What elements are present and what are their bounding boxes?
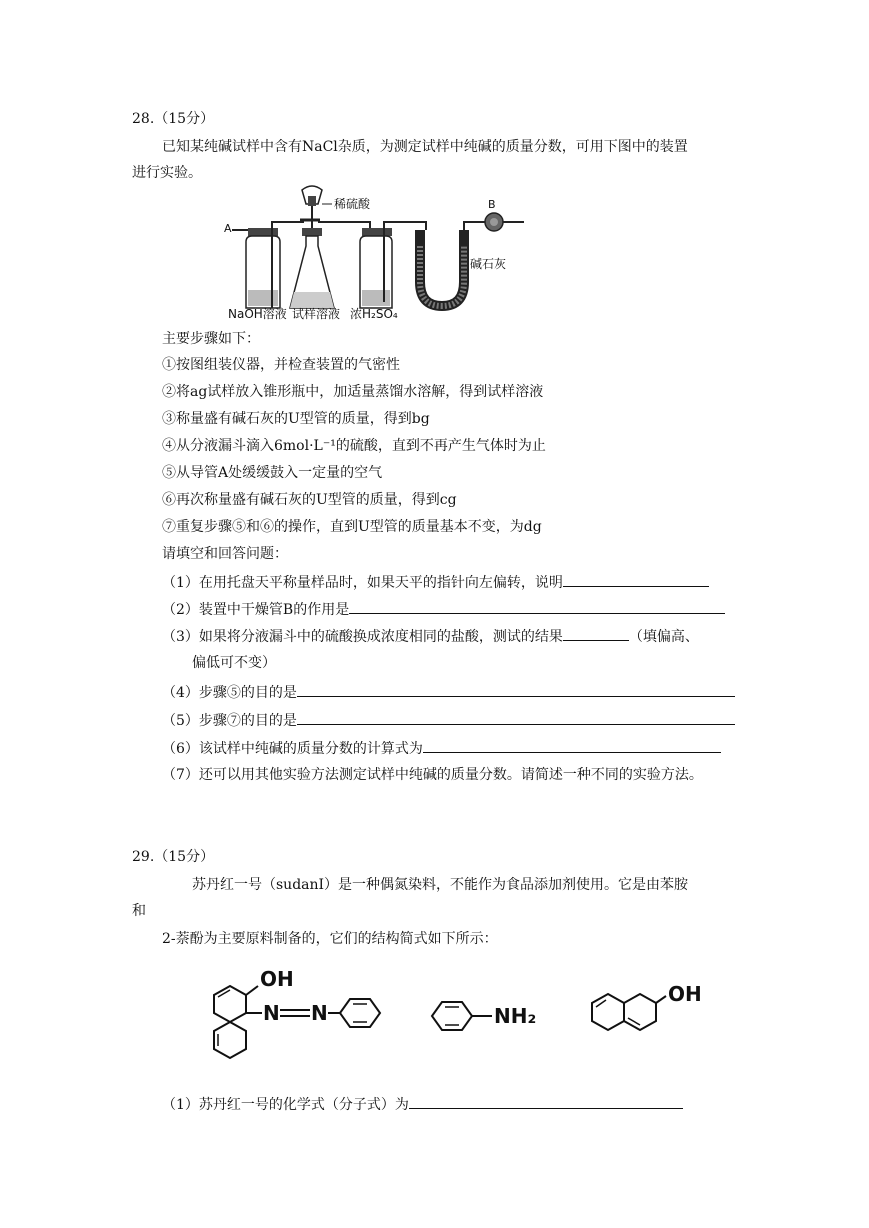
q28-header: 28.（15分） bbox=[132, 111, 215, 127]
question-7: （7）还可以用其他实验方法测定试样中纯碱的质量分数。请简述一种不同的实验方法。 bbox=[162, 767, 703, 783]
step-1: ①按图组装仪器，并检查装置的气密性 bbox=[162, 357, 400, 373]
q28-intro-line1: 已知某纯碱试样中含有NaCl杂质，为测定试样中纯碱的质量分数，可用下图中的装置 bbox=[162, 139, 688, 155]
question-3-text: （3）如果将分液漏斗中的硫酸换成浓度相同的盐酸，测试的结果 bbox=[162, 629, 563, 645]
question-6 bbox=[162, 738, 721, 758]
naphthol-oh-label: OH bbox=[668, 982, 702, 1006]
drying-tube-b bbox=[478, 213, 524, 231]
step-7: ⑦重复步骤⑤和⑥的操作，直到U型管的质量基本不变，为dg bbox=[162, 519, 542, 535]
question-3-hint: （填偏高、 bbox=[628, 629, 699, 645]
aniline-structure bbox=[430, 996, 540, 1036]
answer-blank-2[interactable] bbox=[349, 599, 725, 614]
apparatus-label-b: B bbox=[488, 198, 496, 211]
q29-intro-line3: 2-萘酚为主要原料制备的，它们的结构简式如下所示： bbox=[162, 931, 498, 947]
naphthol-structure bbox=[588, 980, 702, 1040]
step-6: ⑥再次称量盛有碱石灰的U型管的质量，得到cg bbox=[162, 492, 457, 508]
question-4 bbox=[162, 682, 735, 702]
q29-question-1-text: （1）苏丹红一号的化学式（分子式）为 bbox=[162, 1097, 409, 1113]
q29-header: 29.（15分） bbox=[132, 849, 215, 865]
steps-title: 主要步骤如下： bbox=[162, 331, 260, 347]
apparatus-label-bottle3: 浓H₂SO₄ bbox=[350, 307, 398, 321]
question-2-text: （2）装置中干燥管B的作用是 bbox=[162, 602, 350, 618]
q29-intro-line1: 苏丹红一号（sudanⅠ）是一种偶氮染料，不能作为食品添加剂使用。它是由苯胺 bbox=[192, 877, 689, 893]
question-6-text: （6）该试样中纯碱的质量分数的计算式为 bbox=[162, 741, 423, 757]
step-2: ②将ag试样放入锥形瓶中，加适量蒸馏水溶解，得到试样溶液 bbox=[162, 384, 544, 400]
answer-blank-3[interactable] bbox=[563, 626, 629, 641]
question-4-text: （4）步骤⑤的目的是 bbox=[162, 685, 297, 701]
question-3 bbox=[162, 626, 699, 646]
q29-question-1 bbox=[162, 1094, 683, 1114]
question-1 bbox=[162, 572, 709, 592]
apparatus-label-bottle1: NaOH溶液 bbox=[228, 307, 287, 321]
step-3: ③称量盛有碱石灰的U型管的质量，得到bg bbox=[162, 411, 430, 427]
question-5 bbox=[162, 710, 735, 730]
q28-intro-line2: 进行实验。 bbox=[132, 165, 202, 181]
step-4: ④从分液漏斗滴入6mol·L⁻¹的硫酸，直到不再产生气体时为止 bbox=[162, 438, 546, 454]
sudan-n1-label: N bbox=[263, 1001, 280, 1025]
step-5: ⑤从导管A处缓缓鼓入一定量的空气 bbox=[162, 465, 383, 481]
answer-blank-5[interactable] bbox=[297, 710, 735, 725]
apparatus-label-lime: 碱石灰 bbox=[470, 257, 507, 271]
aniline-nh2-label: NH₂ bbox=[494, 1004, 537, 1028]
answer-blank-1[interactable] bbox=[563, 572, 709, 587]
question-1-text: （1）在用托盘天平称量样品时，如果天平的指针向左偏转，说明 bbox=[162, 575, 563, 591]
q29-intro-line2: 和 bbox=[132, 903, 146, 919]
apparatus-label-a: A bbox=[224, 222, 232, 235]
apparatus-label-bottle2: 试样溶液 bbox=[292, 307, 341, 321]
answer-prompt: 请填空和回答问题： bbox=[162, 546, 288, 562]
sudan-oh-label: OH bbox=[260, 967, 294, 991]
answer-blank-4[interactable] bbox=[297, 682, 735, 697]
experiment-apparatus-figure bbox=[222, 186, 532, 322]
sudan-i-structure bbox=[206, 966, 386, 1058]
question-3-continuation: 偏低可不变） bbox=[192, 655, 276, 671]
sudan-n2-label: N bbox=[311, 1001, 328, 1025]
apparatus-label-acid: 稀硫酸 bbox=[334, 197, 371, 211]
question-5-text: （5）步骤⑦的目的是 bbox=[162, 713, 297, 729]
q29-answer-blank-1[interactable] bbox=[409, 1094, 683, 1109]
answer-blank-6[interactable] bbox=[423, 738, 721, 753]
question-2 bbox=[162, 599, 725, 619]
